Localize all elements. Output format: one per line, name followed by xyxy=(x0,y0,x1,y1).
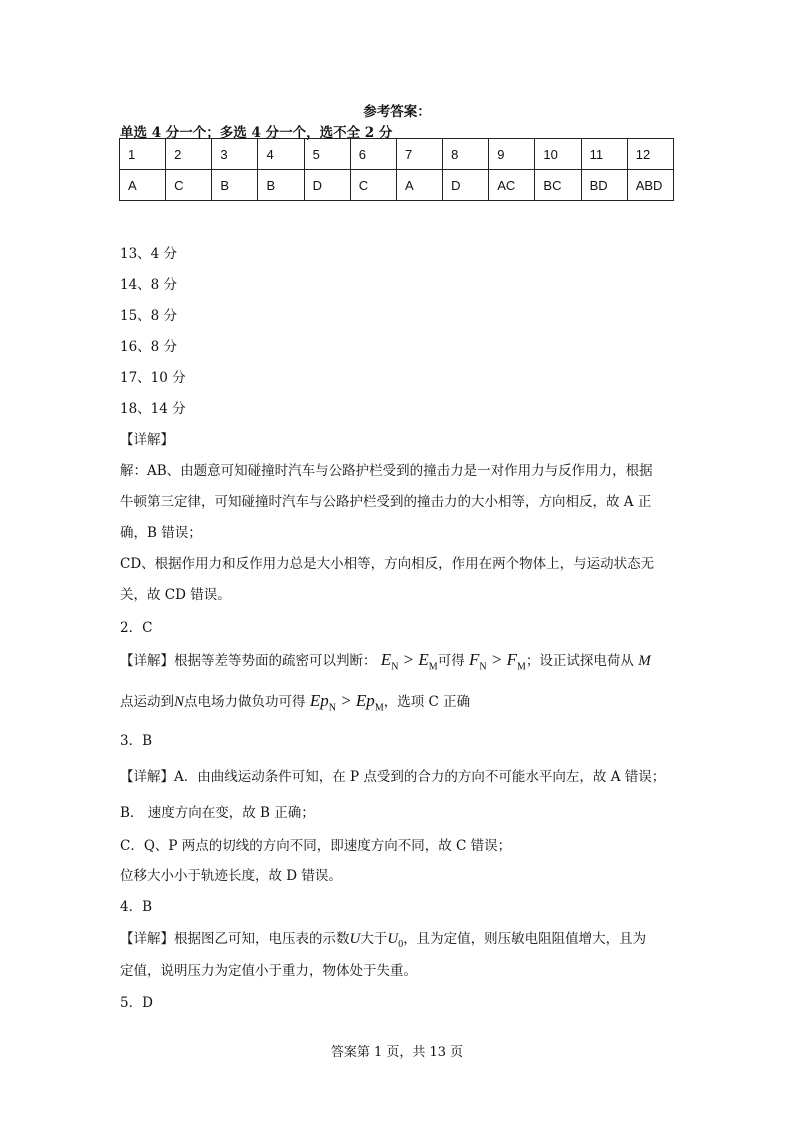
table-cell: AC xyxy=(489,170,535,201)
table-cell: 4 xyxy=(258,139,304,170)
answer-table xyxy=(119,138,674,201)
table-cell: 10 xyxy=(535,139,581,170)
table-cell: B xyxy=(212,170,258,201)
score-line: 18、14 分 xyxy=(120,401,186,417)
table-cell: 9 xyxy=(489,139,535,170)
question-number-row xyxy=(120,139,674,170)
table-cell: A xyxy=(396,170,442,201)
scoring-rule: 单选 4 分一个；多选 4 分一个，选不全 2 分 xyxy=(120,125,393,141)
table-cell: C xyxy=(350,170,396,201)
table-cell: D xyxy=(304,170,350,201)
table-cell: C xyxy=(166,170,212,201)
score-line: 15、8 分 xyxy=(120,308,178,324)
q3-heading: 3．B xyxy=(120,733,153,749)
score-line: 17、10 分 xyxy=(120,370,186,386)
q1-text: 牛顿第三定律，可知碰撞时汽车与公路护栏受到的撞击力的大小相等，方向相反，故 A 正 xyxy=(120,494,652,510)
q5-heading: 5．D xyxy=(120,995,153,1011)
table-cell: 7 xyxy=(396,139,442,170)
score-line: 16、8 分 xyxy=(120,339,178,355)
q2-text: 【详解】根据等差等势面的疏密可以判断： $E_N > E_M$可得 $F_N > F_M$；设正试探电荷从 M xyxy=(120,650,651,673)
q4-text: 定值，说明压力为定值小于重力，物体处于失重。 xyxy=(120,963,417,979)
table-cell: 8 xyxy=(443,139,489,170)
table-cell: ABD xyxy=(627,170,673,201)
table-cell: 6 xyxy=(350,139,396,170)
table-cell: A xyxy=(120,170,166,201)
q1-text: 确，B 错误； xyxy=(120,525,202,541)
math-expression: $Ep_N > Ep_M$ xyxy=(309,691,384,714)
table-cell: BC xyxy=(535,170,581,201)
q2-heading: 2．C xyxy=(120,620,153,636)
q3-text: 位移大小小于轨迹长度，故 D 错误。 xyxy=(120,868,342,884)
table-cell: D xyxy=(443,170,489,201)
table-cell: 3 xyxy=(212,139,258,170)
table-cell: 5 xyxy=(304,139,350,170)
table-cell: BD xyxy=(581,170,627,201)
q3-text: 【详解】A．由曲线运动条件可知，在 P 点受到的合力的方向不可能水平向左，故 A 错误； xyxy=(120,769,666,785)
q4-heading: 4．B xyxy=(120,899,153,915)
math-expression: $F_N > F_M$ xyxy=(469,650,526,673)
q3-text: B． 速度方向在变，故 B 正确； xyxy=(120,805,315,821)
table-cell: B xyxy=(258,170,304,201)
table-cell: 11 xyxy=(581,139,627,170)
table-cell: 1 xyxy=(120,139,166,170)
answer-title: 参考答案： xyxy=(363,104,431,120)
score-line: 14、8 分 xyxy=(120,277,178,293)
q4-text: 【详解】根据图乙可知，电压表的示数U大于$U_0$，且为定值，则压敏电阻阻值增大，且为 xyxy=(120,931,647,950)
page-footer: 答案第 1 页，共 13 页 xyxy=(330,1045,464,1060)
q1-text: CD、根据作用力和反作用力总是大小相等，方向相反，作用在两个物体上，与运动状态无 xyxy=(120,556,655,572)
q1-text: 关，故 CD 错误。 xyxy=(120,587,231,603)
answer-row xyxy=(120,170,674,201)
q3-text: C．Q、P 两点的切线的方向不同，即速度方向不同，故 C 错误； xyxy=(120,838,512,854)
q1-text: 解：AB、由题意可知碰撞时汽车与公路护栏受到的撞击力是一对作用力与反作用力，根据 xyxy=(120,463,653,479)
q2-text: 点运动到N点电场力做负功可得 $Ep_N > Ep_M$，选项 C 正确 xyxy=(120,691,471,714)
table-cell: 12 xyxy=(627,139,673,170)
math-expression: $E_N > E_M$ xyxy=(380,650,438,673)
detail-tag: 【详解】 xyxy=(120,432,174,448)
score-line: 13、4 分 xyxy=(120,246,178,262)
table-cell: 2 xyxy=(166,139,212,170)
